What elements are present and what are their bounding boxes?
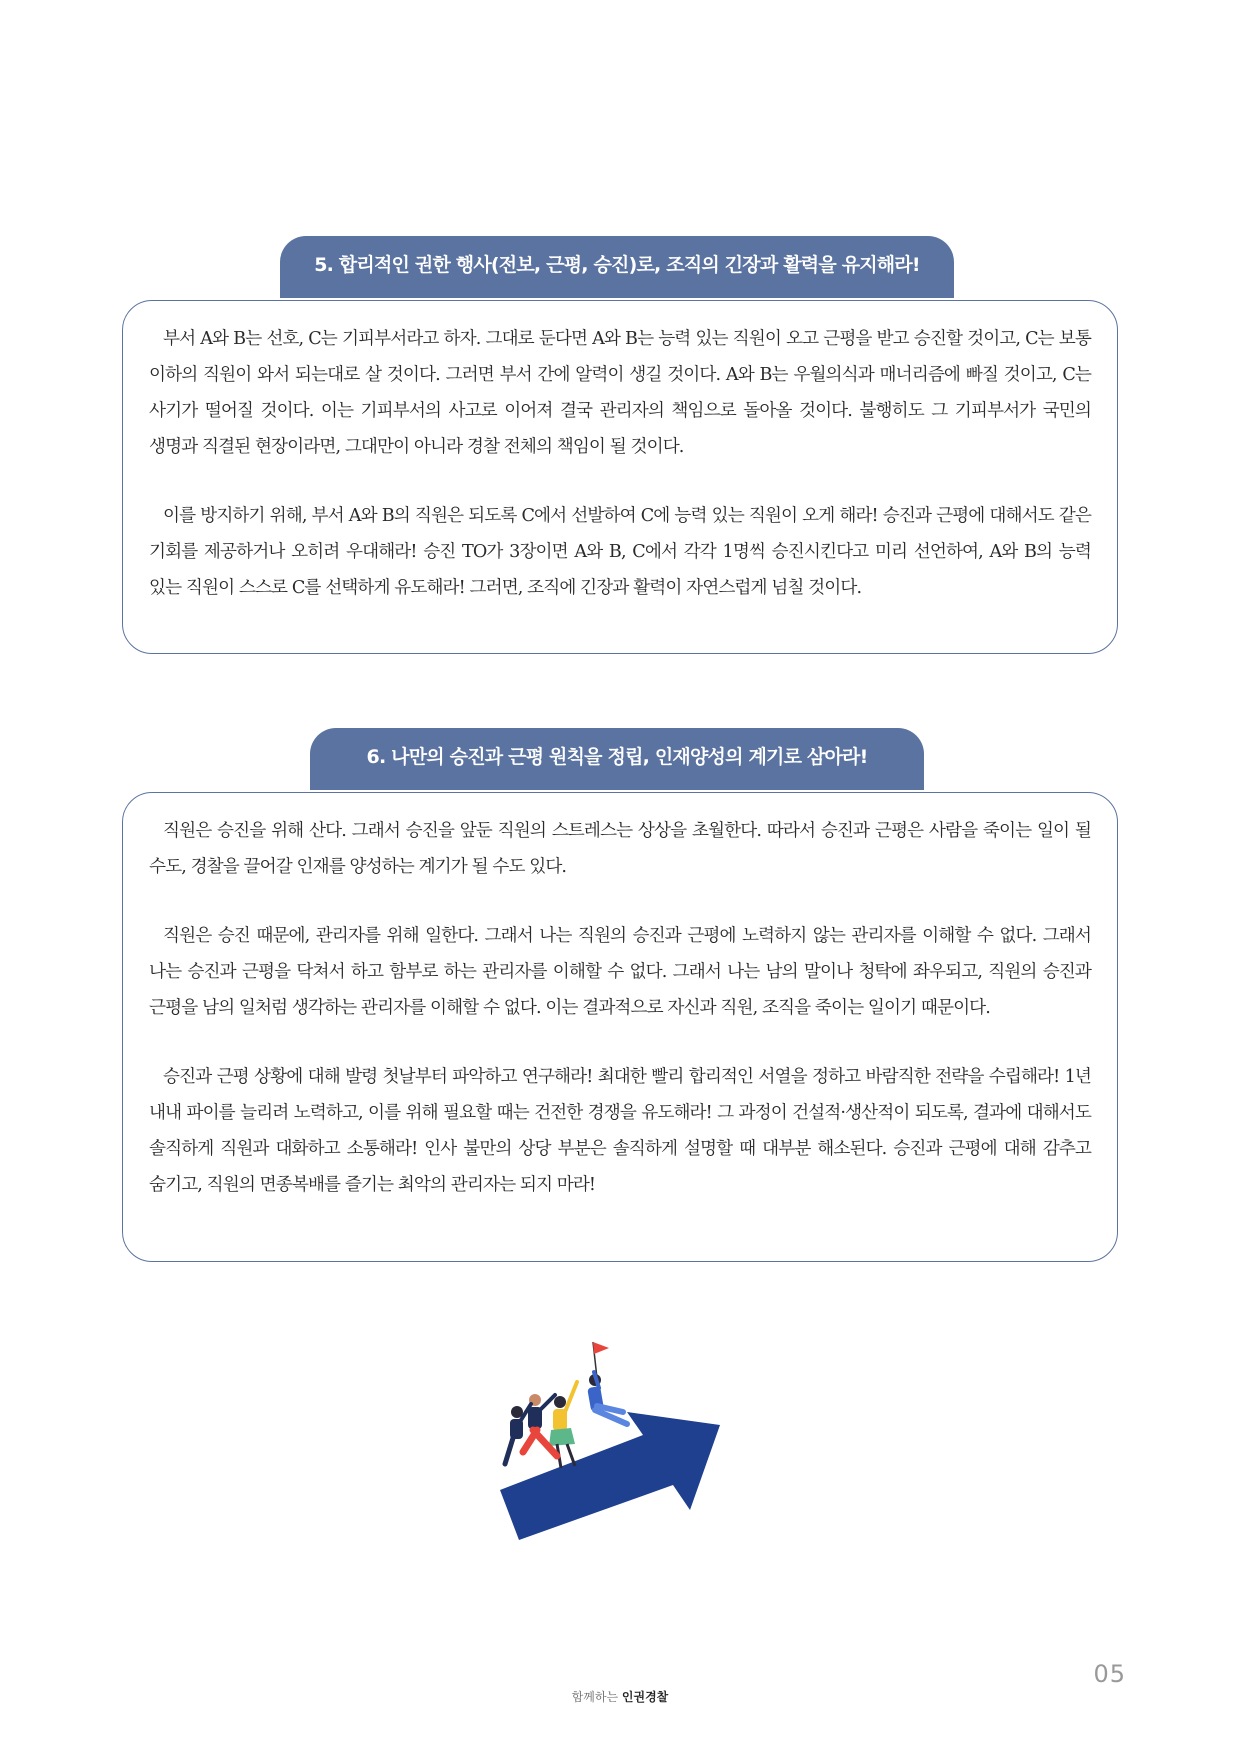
page-number: 05 bbox=[1093, 1660, 1126, 1688]
footer bbox=[0, 1688, 1240, 1705]
team-climbing-arrow-icon bbox=[495, 1340, 745, 1540]
footer-prefix: 함께하는 bbox=[571, 1690, 619, 1704]
section-5-paragraph-1: 부서 A와 B는 선호, C는 기피부서라고 하자. 그대로 둔다면 A와 B는 능력 있는 직원이 오고 근평을 받고 승진할 것이고, C는 보통 이하의 직원이 와서 되는대로 살 것이다. 그러면 부서 간에 알력이 생길 것이다. A와 B는 우월의식과 매너리즘에 빠질 것이고, C는 사기가 떨어질 것이다. 이는 기피부서의 사고로 이어져 결국 관리자의 책임으로 돌아올 것이다. 불행히도 그 기피부서가 국민의 생명과 직결된 현장이라면, 그대만이 아니라 경찰 전체의 책임이 될 것이다. bbox=[149, 329, 1091, 457]
section-6-paragraph-2: 직원은 승진 때문에, 관리자를 위해 일한다. 그래서 나는 직원의 승진과 근평에 노력하지 않는 관리자를 이해할 수 없다. 그래서 나는 승진과 근평을 닥쳐서 하고 함부로 하는 관리자를 이해할 수 없다. 그래서 나는 남의 말이나 청탁에 좌우되고, 직원의 승진과 근평을 남의 일처럼 생각하는 관리자를 이해할 수 없다. 이는 결과적으로 자신과 직원, 조직을 죽이는 일이기 때문이다. bbox=[149, 926, 1091, 1018]
section-5-paragraph-2: 이를 방지하기 위해, 부서 A와 B의 직원은 되도록 C에서 선발하여 C에 능력 있는 직원이 오게 해라! 승진과 근평에 대해서도 같은 기회를 제공하거나 오히려 우대해라! 승진 TO가 3장이면 A와 B, C에서 각각 1명씩 승진시킨다고 미리 선언하여, A와 B의 능력 있는 직원이 스스로 C를 선택하게 유도해라! 그러면, 조직에 긴장과 활력이 자연스럽게 넘칠 것이다. bbox=[149, 506, 1091, 598]
section-6-heading-text: 6. 나만의 승진과 근평 원칙을 정립, 인재양성의 계기로 삼아라! bbox=[366, 745, 868, 768]
section-5-heading bbox=[280, 236, 954, 298]
section-6-paragraph-1: 직원은 승진을 위해 산다. 그래서 승진을 앞둔 직원의 스트레스는 상상을 초월한다. 따라서 승진과 근평은 사람을 죽이는 일이 될 수도, 경찰을 끌어갈 인재를 양성하는 계기가 될 수도 있다. bbox=[149, 821, 1091, 877]
flag-icon bbox=[593, 1342, 609, 1354]
footer-emphasis: 인권경찰 bbox=[621, 1690, 669, 1704]
section-6-paragraph-3: 승진과 근평 상황에 대해 발령 첫날부터 파악하고 연구해라! 최대한 빨리 합리적인 서열을 정하고 바람직한 전략을 수립해라! 1년 내내 파이를 늘리려 노력하고, 이를 위해 필요할 때는 건전한 경쟁을 유도해라! 그 과정이 건설적·생산적이 되도록, 결과에 대해서도 솔직하게 직원과 대화하고 소통해라! 인사 불만의 상당 부분은 솔직하게 설명할 때 대부분 해소된다. 승진과 근평에 대해 감추고 숨기고, 직원의 면종복배를 즐기는 최악의 관리자는 되지 마라! bbox=[149, 1067, 1091, 1195]
section-6-heading bbox=[310, 728, 924, 790]
section-6-box bbox=[122, 792, 1118, 1262]
section-5-heading-text: 5. 합리적인 권한 행사(전보, 근평, 승진)로, 조직의 긴장과 활력을 유지해라! bbox=[314, 253, 920, 276]
section-5-box bbox=[122, 300, 1118, 654]
